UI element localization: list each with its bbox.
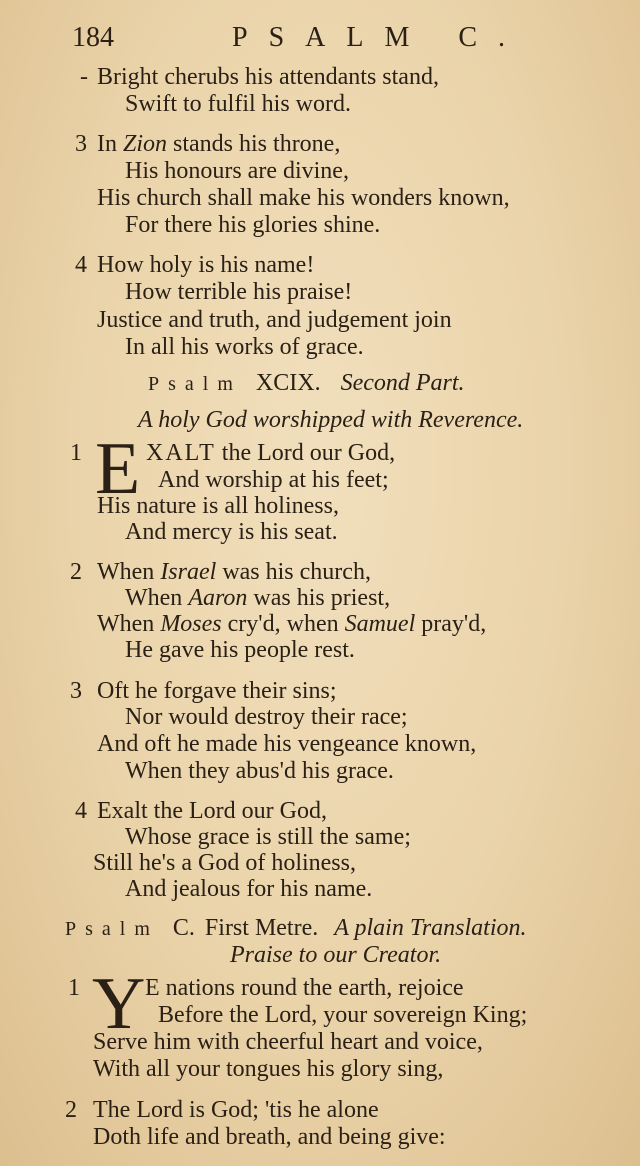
drop-cap: Y [92,963,146,1045]
psalm-number: XCIX. [255,370,321,396]
verse-line: When Moses cry'd, when Samuel pray'd, [97,611,487,637]
verse-line: Serve him with cheerful heart and voice, [93,1029,483,1055]
italic-name: Samuel [344,611,416,637]
verse-line: With all your tongues his glory sing, [93,1056,444,1082]
drop-cap: E [95,428,141,510]
verse-line: When Aaron was his priest, [125,585,391,611]
verse-line: How holy is his name! [97,252,315,278]
verse-line: Oft he forgave their sins; [97,678,337,704]
stanza-number: 1 [70,440,82,466]
verse-line: When Israel was his church, [97,559,371,585]
verse-line: E nations round the earth, rejoice [145,975,464,1001]
psalm-subtitle: Praise to our Creator. [230,942,442,968]
verse-line: Before the Lord, your sovereign King; [158,1002,528,1028]
verse-line: The Lord is God; 'tis he alone [93,1097,379,1123]
part-label: Second Part. [340,370,465,396]
verse-line: Swift to fulfil his word. [125,91,351,117]
verse-line: And oft he made his vengeance known, [97,731,477,757]
verse-line: His church shall make his wonders known, [97,185,510,211]
verse-line: His nature is all holiness, [97,493,339,519]
verse-line: Exalt the Lord our God, [97,798,327,824]
page-number: 184 [72,22,114,53]
italic-name: Aaron [188,585,248,611]
verse-line: How terrible his praise! [125,279,353,305]
verse-line: Bright cherubs his attendants stand, [97,64,439,90]
stanza-number: 2 [70,559,82,585]
verse-line: In Zion stands his throne, [97,131,341,157]
stanza-number: 3 [75,131,87,157]
verse-line: He gave his people rest. [125,637,355,663]
psalm-label: Psalm [148,373,242,395]
verse-line: Still he's a God of holiness, [93,850,356,876]
stanza-number: 4 [75,252,87,278]
verse-line: And jealous for his name. [125,876,373,902]
stanza-number: 2 [65,1097,77,1123]
verse-line: For there his glories shine. [125,212,381,238]
translation-label: A plain Translation. [334,915,527,941]
verse-line: When they abus'd his grace. [125,758,394,784]
verse-line: And mercy is his seat. [125,519,338,545]
verse-line: Nor would destroy their race; [125,704,408,730]
verse-line: His honours are divine, [125,158,349,184]
stanza-number: 1 [68,975,80,1001]
verse-line: Whose grace is still the same; [125,824,411,850]
italic-name: Moses [160,611,222,637]
italic-name: Zion [123,131,168,157]
running-header [72,22,612,56]
running-title: PSALM C. [232,22,527,53]
verse-line: And worship at his feet; [158,467,389,493]
verse-line: XALT the Lord our God, [146,440,396,466]
stanza-mark: - [80,64,88,90]
metre-label: First Metre. [204,915,319,941]
verse-line: In all his works of grace. [125,334,364,360]
verse-line: Doth life and breath, and being give: [93,1124,446,1150]
italic-name: Israel [160,559,217,585]
verse-line: Justice and truth, and judgement join [97,307,452,333]
stanza-number: 3 [70,678,82,704]
psalm-subtitle: A holy God worshipped with Reverence. [138,407,524,433]
stanza-number: 4 [75,798,87,824]
psalm-number: C. [172,915,195,941]
psalm-label: Psalm [65,918,159,940]
